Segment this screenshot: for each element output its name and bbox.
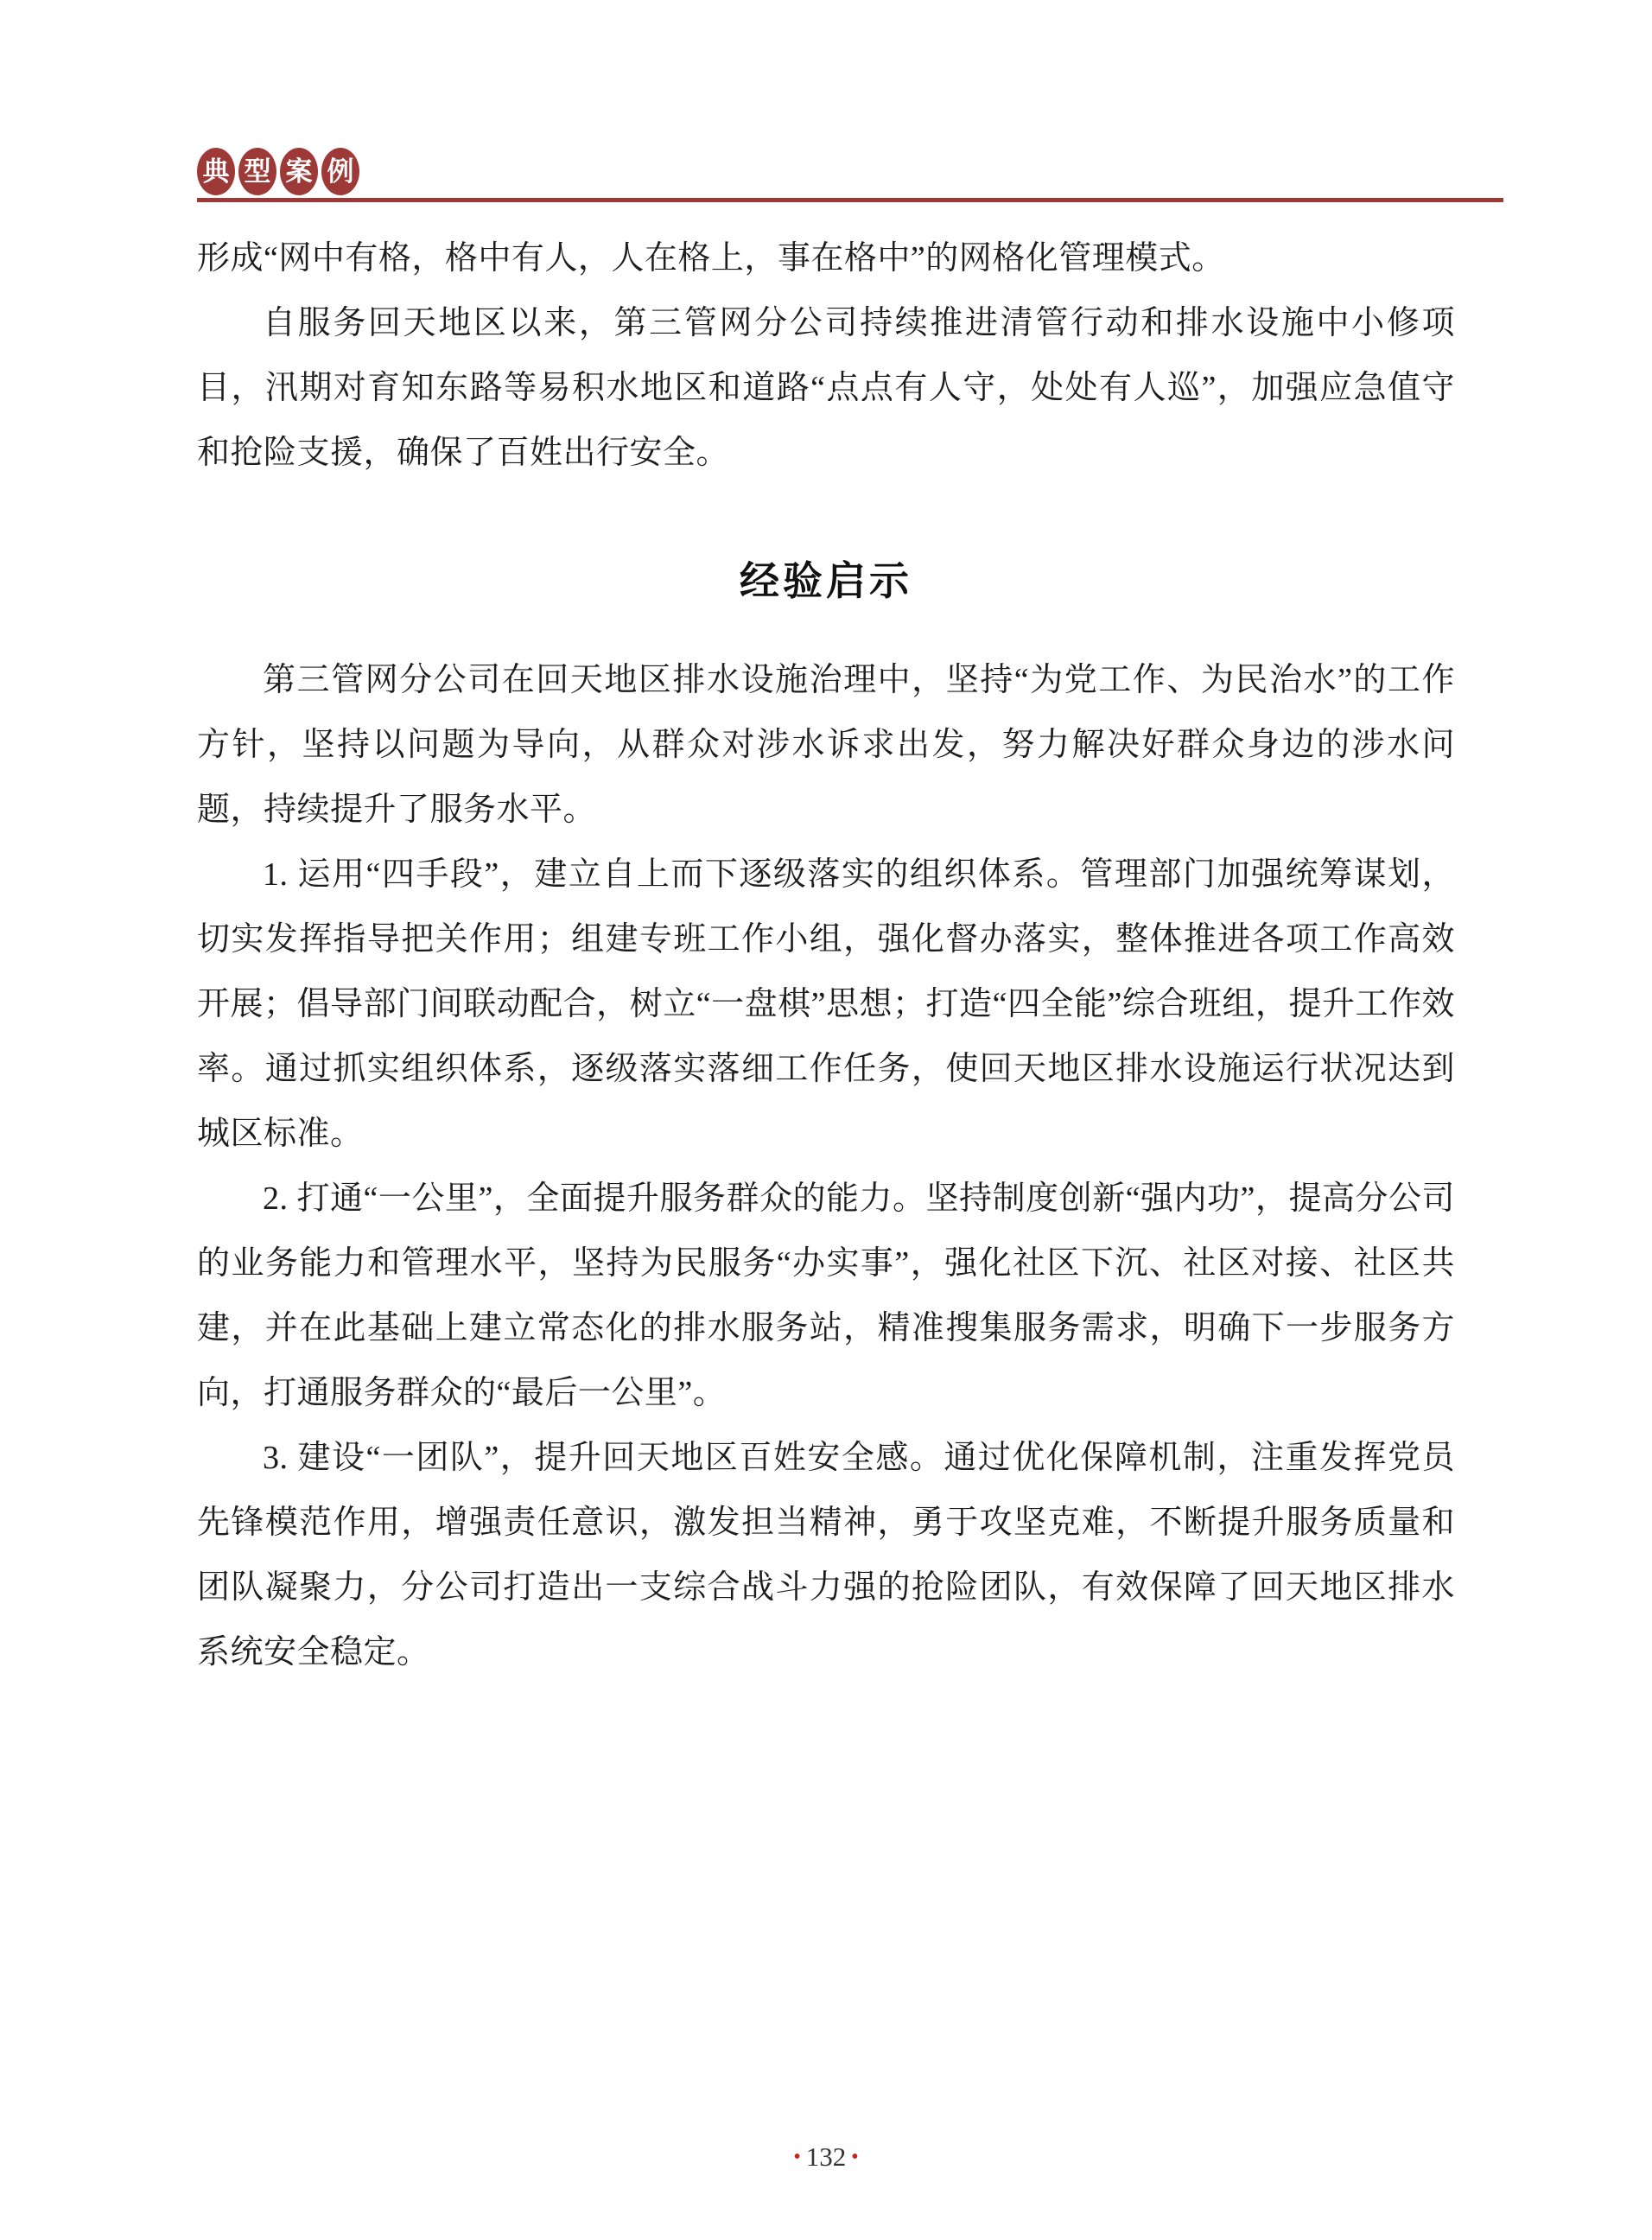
footer-dot-icon: • [793,2146,801,2168]
paragraph-continuation: 形成“网中有格，格中有人，人在格上，事在格中”的网格化管理模式。 [197,240,1225,277]
section-heading: 经验启示 [740,558,912,603]
page-header [197,147,1503,202]
header-badge-icon: 案 [280,148,318,195]
header-badge-icon: 典 [197,148,235,195]
page-footer [0,2141,1652,2173]
header-badge-icon: 型 [238,148,276,195]
paragraph: 自服务回天地区以来，第三管网分公司持续推进清管行动和排水设施中小修项目，汛期对育知东路等易积水地区和道路“点点有人守，处处有人巡”，加强应急值守和抢险支援，确保了百姓出行安全。 [197,305,1455,471]
header-badge-icon: 例 [321,148,359,195]
paragraph: 3. 建设“一团队”，提升回天地区百姓安全感。通过优化保障机制，注重发挥党员先锋模范作用，增强责任意识，激发担当精神，勇于攻坚克难，不断提升服务质量和团队凝聚力，分公司打造出一支综合战斗力强的抢险团队，有效保障了回天地区排水系统安全稳定。 [197,1440,1455,1670]
paragraph: 第三管网分公司在回天地区排水设施治理中，坚持“为党工作、为民治水”的工作方针，坚持以问题为导向，从群众对涉水诉求出发，努力解决好群众身边的涉水问题，持续提升了服务水平。 [197,662,1455,828]
document-body [197,226,1455,1685]
footer-dot-icon: • [851,2146,859,2168]
paragraph: 1. 运用“四手段”，建立自上而下逐级落实的组织体系。管理部门加强统筹谋划，切实发挥指导把关作用；组建专班工作小组，强化督办落实，整体推进各项工作高效开展；倡导部门间联动配合，树立“一盘棋”思想；打造“四全能”综合班组，提升工作效率。通过抓实组织体系，逐级落实落细工作任务，使回天地区排水设施运行状况达到城区标准。 [197,856,1455,1152]
paragraph: 2. 打通“一公里”，全面提升服务群众的能力。坚持制度创新“强内功”，提高分公司的业务能力和管理水平，坚持为民服务“办实事”，强化社区下沉、社区对接、社区共建，并在此基础上建立常态化的排水服务站，精准搜集服务需求，明确下一步服务方向，打通服务群众的“最后一公里”。 [197,1180,1455,1411]
header-badge-group [197,147,1503,195]
page-number: 132 [805,2141,847,2172]
header-divider [197,198,1503,202]
